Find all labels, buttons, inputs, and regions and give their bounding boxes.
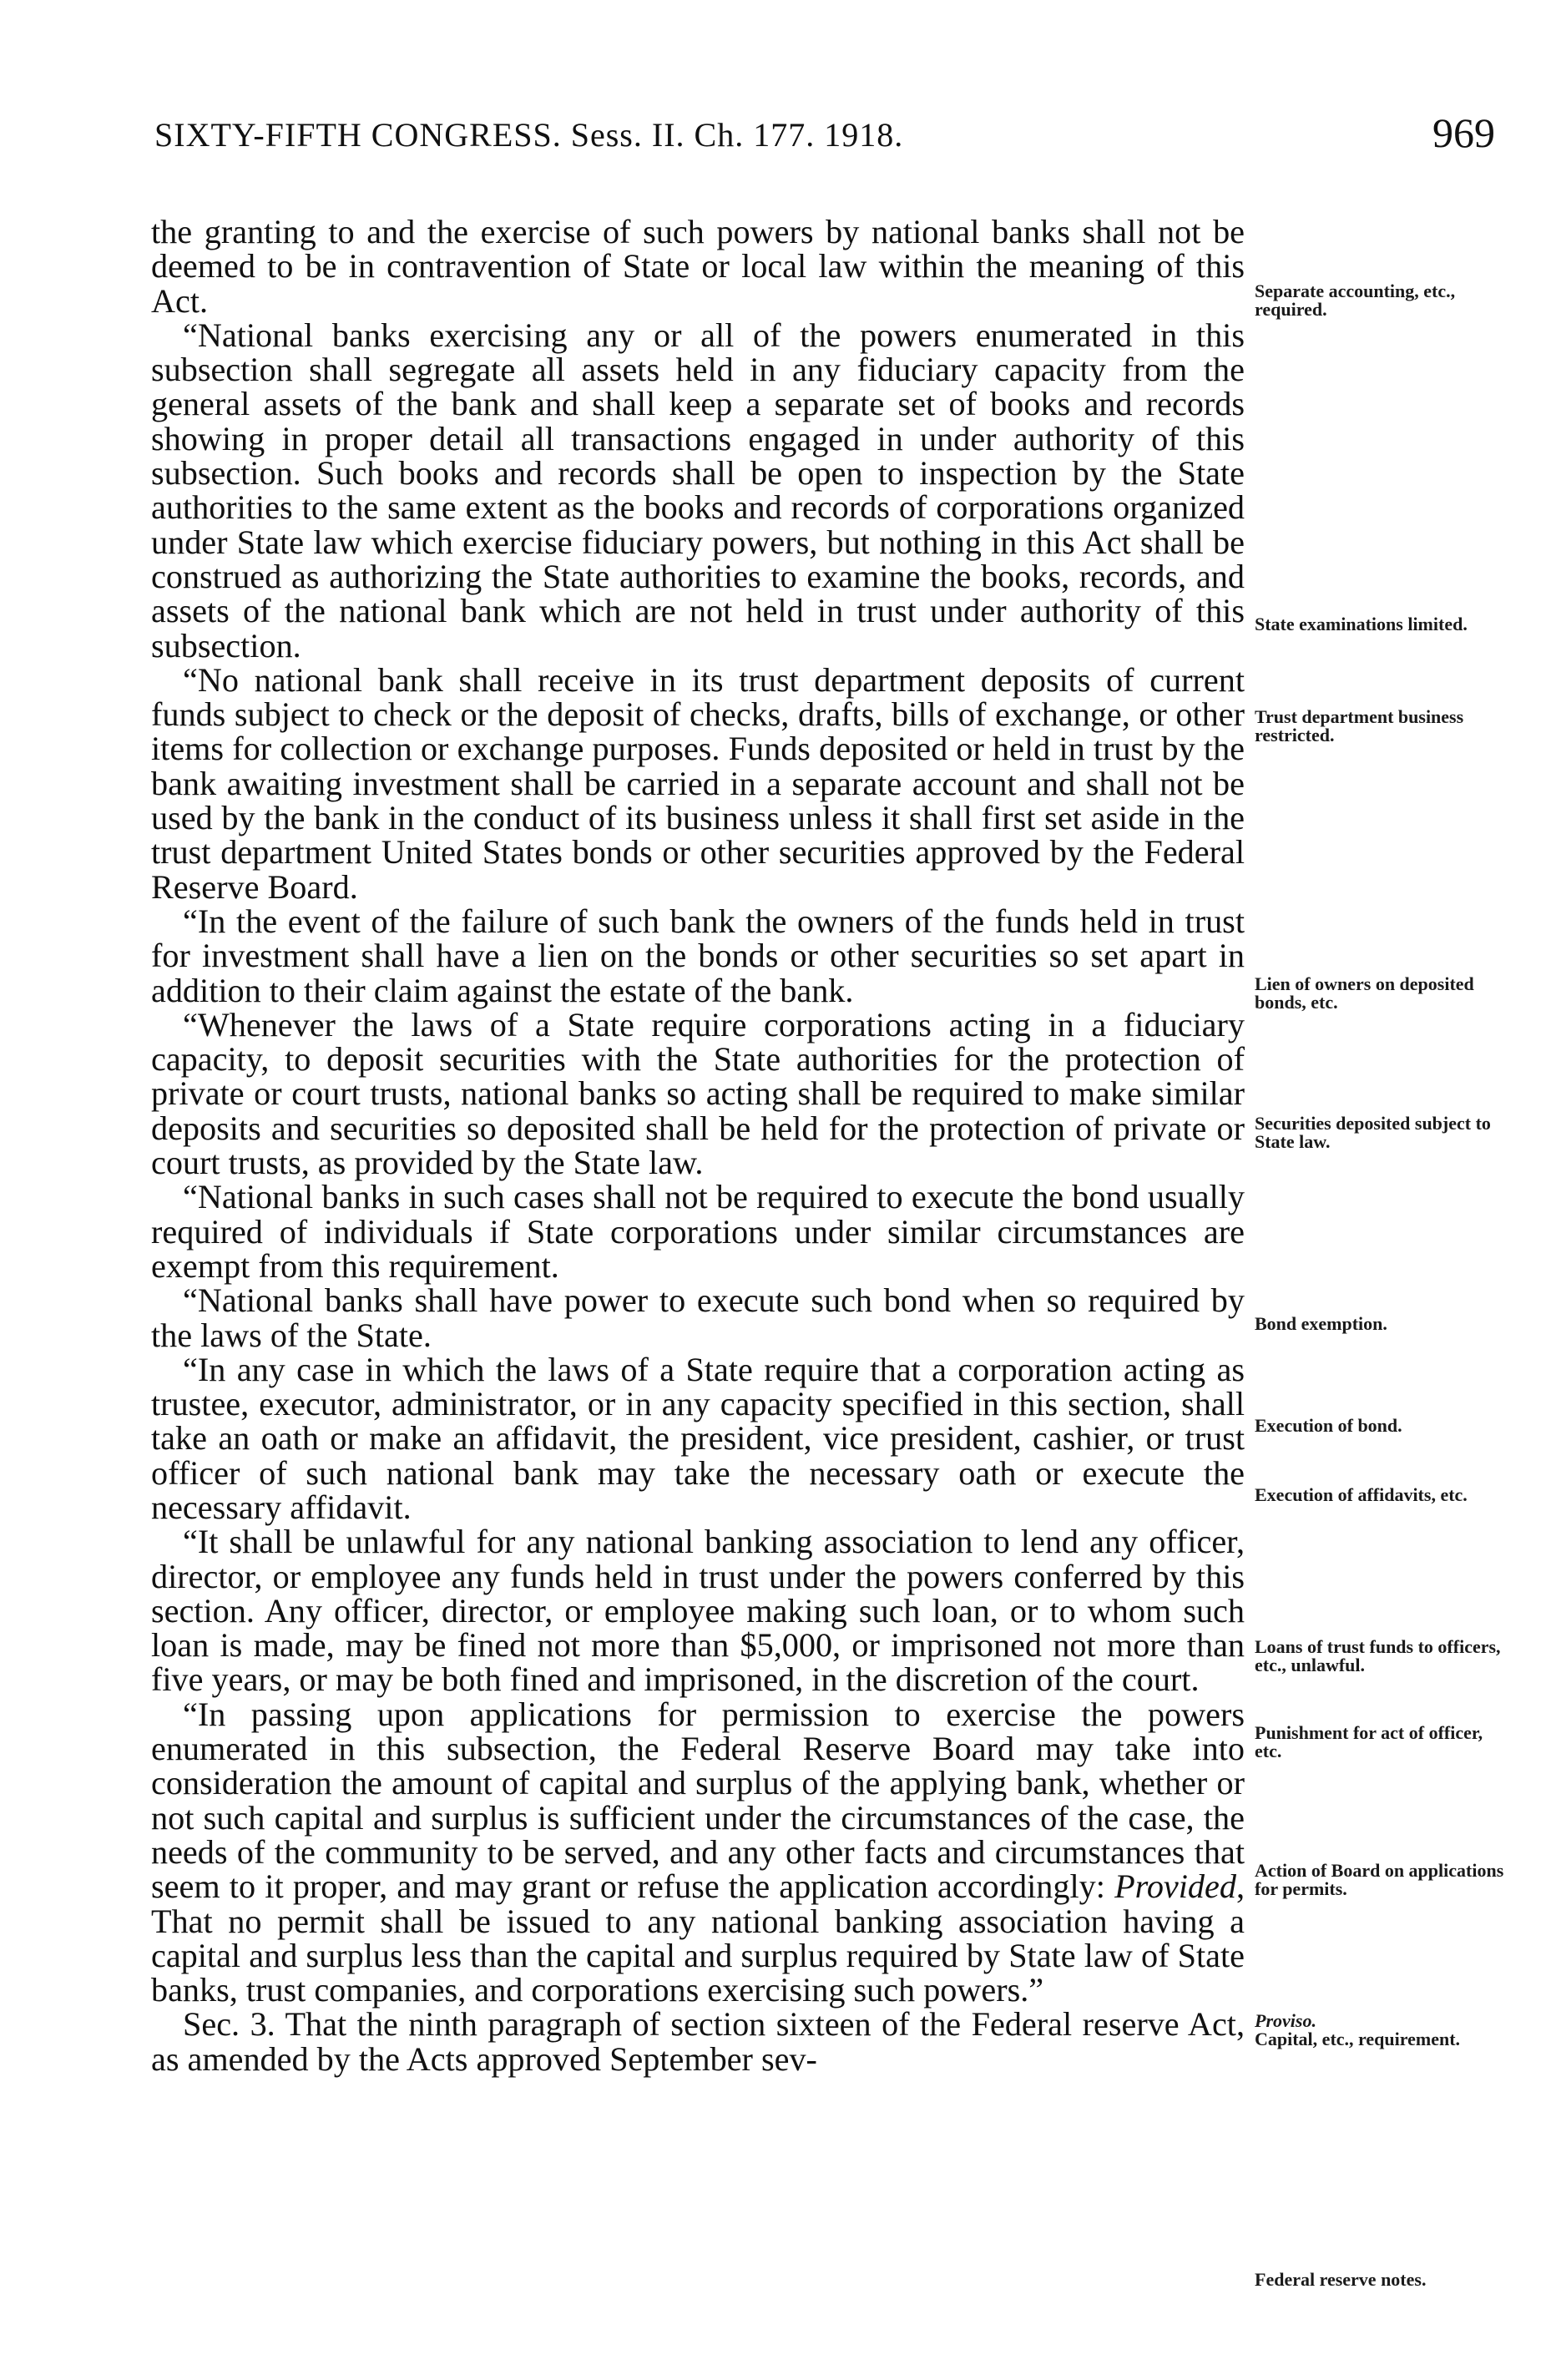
side-note: Bond exemption.: [1255, 1313, 1387, 1334]
provided-italic: Provided: [1114, 1867, 1236, 1906]
side-note: Execution of affidavits, etc.: [1255, 1484, 1468, 1505]
paragraph-proviso: [151, 1697, 1245, 2008]
proviso-text-after: , That no permit shall be issued to any national banking association having a capital and surplus less than the capital and surplus required by State law of State banks, trust companies, and corporations exercising such powers.”: [151, 1867, 1245, 2009]
side-note: Separate accounting, etc., required.: [1255, 280, 1456, 320]
page-number: 969: [1432, 109, 1495, 156]
side-note-proviso: [1255, 2012, 1505, 2049]
paragraph: “National banks in such cases shall not be required to execute the bond usually required of individuals if State corporations under similar circumstances are exempt from this requirement.: [151, 1178, 1245, 1285]
side-note: State examinations limited.: [1255, 614, 1468, 634]
proviso-text-before: “In passing upon applications for permission to exercise the powers enumerated in this subsection, the Federal Reserve Board may take into consideration the amount of capital and surplus of the applying bank, whether or not such capital and surplus is sufficient under the circumstances of the case, the needs of the community to be served, and any other facts and circumstances that seem to it proper, and may grant or refuse the application accordingly:: [151, 1695, 1245, 1906]
paragraph: “It shall be unlawful for any national banking association to lend any officer, director, or employee any funds held in trust under the powers conferred by this section. Any officer, director, or employee making such loan, or to whom such loan is made, may be fined not more than $5,000, or imprisoned not more than five years, or may be both fined and imprisoned, in the discretion of the court.: [151, 1523, 1245, 1699]
proviso-label: Proviso.: [1255, 2010, 1316, 2031]
body-text: [151, 215, 1245, 2076]
side-note: Federal reserve notes.: [1255, 2269, 1427, 2290]
paragraph: “National banks shall have power to execute such bond when so required by the laws of the State.: [151, 1281, 1245, 1354]
side-note: Trust department business restricted.: [1255, 706, 1464, 745]
side-note: Execution of bond.: [1255, 1415, 1402, 1436]
paragraph: “In the event of the failure of such bank the owners of the funds held in trust for investment shall have a lien on the bonds or other securities so set apart in addition to their claim against the estate of the bank.: [151, 902, 1245, 1009]
running-head: SIXTY-FIFTH CONGRESS. Sess. II. Ch. 177. 1918.: [154, 116, 904, 154]
side-note: Securities deposited subject to State law.: [1255, 1113, 1491, 1152]
proviso-note: Capital, etc., requirement.: [1255, 2029, 1461, 2049]
paragraph-section-3: Sec. 3. That the ninth paragraph of section sixteen of the Federal reserve Act, as amended by the Acts approved September sev-: [151, 2005, 1245, 2078]
paragraph: “No national bank shall receive in its trust department deposits of current funds subject to check or the deposit of checks, drafts, bills of exchange, or other items for collection or exchange purposes. Funds deposited or held in trust by the bank awaiting investment shall be carried in a separate account and shall not be used by the bank in the conduct of its business unless it shall first set aside in the trust department United States bonds or other securities approved by the Federal Reserve Board.: [151, 660, 1245, 906]
paragraph: the granting to and the exercise of such powers by national banks shall not be deemed to be in contravention of State or local law within the meaning of this Act.: [151, 213, 1245, 320]
side-note: Punishment for act of officer, etc.: [1255, 1722, 1483, 1761]
paragraph: “National banks exercising any or all of the powers enumerated in this subsection shall segregate all assets held in any fiduciary capacity from the general assets of the bank and shall keep a separate set of books and records showing in proper detail all transactions engaged in under authority of this subsection. Such books and records shall be open to inspection by the State authorities to the same extent as the books and records of corporations organized under State law which exercise fiduciary powers, but nothing in this Act shall be construed as authorizing the State authorities to examine the books, records, and assets of the national bank which are not held in trust under authority of this subsection.: [151, 316, 1245, 664]
side-note: Loans of trust funds to officers, etc., unlawful.: [1255, 1636, 1501, 1675]
paragraph: “In any case in which the laws of a State require that a corporation acting as trustee, executor, administrator, or in any capacity specified in this section, shall take an oath or make an affidavit, the president, vice president, cashier, or trust officer of such national bank may take the necessary oath or execute the necessary affidavit.: [151, 1350, 1245, 1526]
side-note: Lien of owners on deposited bonds, etc.: [1255, 973, 1474, 1013]
running-header: [154, 109, 1495, 167]
paragraph: “Whenever the laws of a State require corporations acting in a fiduciary capacity, to deposit securities with the State authorities for the protection of private or court trusts, national banks so acting shall be required to make similar deposits and securities so deposited shall be held for the protection of private or court trusts, as provided by the State law.: [151, 1005, 1245, 1182]
side-note: Action of Board on applications for permits.: [1255, 1860, 1504, 1899]
